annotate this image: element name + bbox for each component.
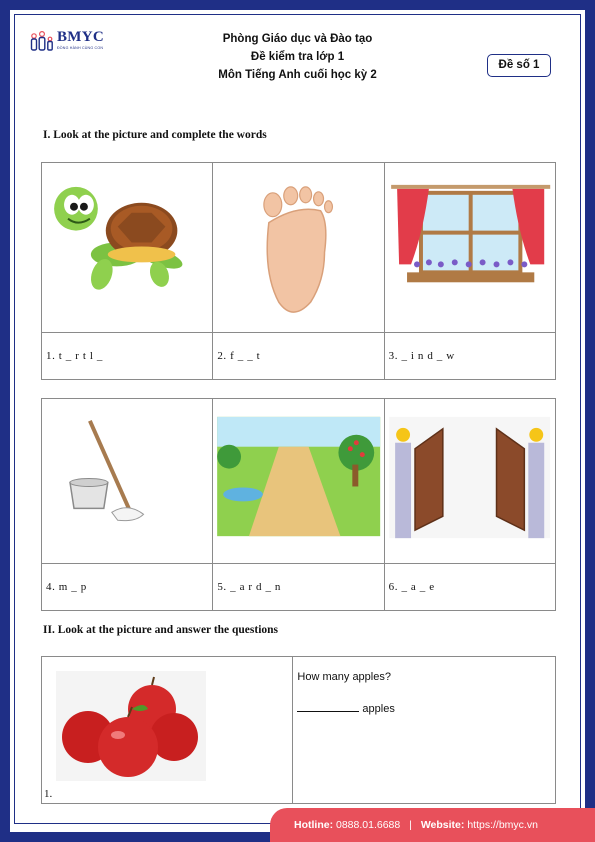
section-1-title: I. Look at the picture and complete the words xyxy=(43,129,267,141)
page-title xyxy=(150,30,445,84)
mop-picture xyxy=(42,399,213,564)
footer-separator: | xyxy=(409,819,412,831)
window-icon xyxy=(385,163,555,332)
foot-picture xyxy=(213,163,384,333)
word-item-6: 6. _ a _ e xyxy=(384,564,555,611)
title-subject: Môn Tiếng Anh cuối học kỳ 2 xyxy=(218,69,377,81)
answer-line xyxy=(297,702,555,715)
section-2-title: II. Look at the picture and answer the questions xyxy=(43,624,279,636)
title-department: Phòng Giáo dục và Đào tạo xyxy=(222,33,373,45)
word-item-1: 1. t _ r t l _ xyxy=(42,333,213,380)
hotline-label: Hotline: xyxy=(294,819,334,831)
apples-icon xyxy=(56,671,206,781)
garden-picture xyxy=(213,399,384,564)
family-logo-icon xyxy=(30,30,54,52)
turtle-icon xyxy=(42,163,212,332)
gate-icon xyxy=(385,399,555,563)
question-table xyxy=(41,656,556,804)
word-item-5: 5. _ a r d _ n xyxy=(213,564,384,611)
mop-icon xyxy=(42,399,212,563)
gate-picture xyxy=(384,399,555,564)
brand-logo xyxy=(30,30,104,52)
brand-tagline: ĐỒNG HÀNH CÙNG CON xyxy=(57,46,104,50)
website-link[interactable]: https://bmyc.vn xyxy=(467,819,538,831)
word-item-2: 2. f _ _ t xyxy=(213,333,384,380)
garden-icon xyxy=(213,399,383,563)
turtle-picture xyxy=(42,163,213,333)
word-table-1 xyxy=(41,162,556,380)
window-picture xyxy=(384,163,555,333)
answer-blank[interactable] xyxy=(297,702,359,712)
word-table-2 xyxy=(41,398,556,611)
question-number: 1. xyxy=(44,788,53,800)
hotline-number[interactable]: 0888.01.6688 xyxy=(336,819,401,831)
website-label: Website: xyxy=(420,819,465,831)
footer-bar xyxy=(270,808,595,842)
foot-icon xyxy=(213,163,383,332)
question-cell xyxy=(293,657,556,804)
brand-name: BMYC xyxy=(57,29,105,45)
question-text: How many apples? xyxy=(297,671,391,683)
word-item-3: 3. _ i n d _ w xyxy=(384,333,555,380)
answer-suffix: apples xyxy=(362,703,395,715)
exam-number-badge: Đề số 1 xyxy=(487,54,551,77)
title-exam: Đề kiểm tra lớp 1 xyxy=(250,51,345,63)
apples-picture-cell xyxy=(42,657,293,804)
word-item-4: 4. m _ p xyxy=(42,564,213,611)
